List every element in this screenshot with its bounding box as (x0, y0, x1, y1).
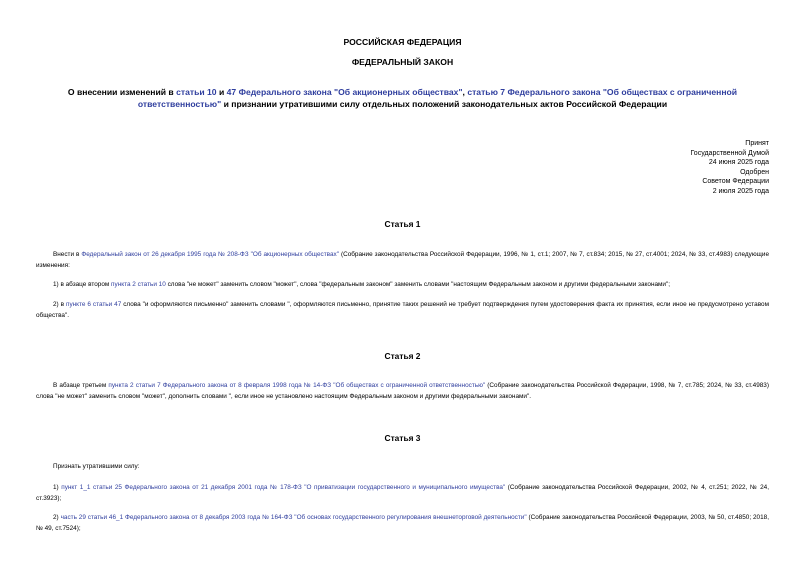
adoption-line: Советом Федерации (702, 178, 769, 185)
law-title (36, 86, 769, 110)
paragraph-text: (Собрание законодательства Российской Федерации, 2002, № 4, ст.251; 2022, № 24, ст.3923); (36, 484, 769, 502)
link-law-208fz[interactable]: Федеральный закон от 26 декабря 1995 года № 208-ФЗ "Об акционерных обществах" (81, 251, 339, 258)
country-heading: РОССИЙСКАЯ ФЕДЕРАЦИЯ (343, 37, 462, 47)
article-3-item-2 (36, 512, 769, 534)
document-type-heading: ФЕДЕРАЛЬНЫЙ ЗАКОН (351, 57, 454, 67)
title-text: и признании утратившими силу отдельных положений законодательных актов Российской Федерации (221, 99, 668, 109)
article-2-paragraph (36, 380, 769, 402)
title-text: О внесении изменений в (67, 87, 177, 97)
adoption-line: 24 июня 2025 года (708, 159, 769, 166)
paragraph-text: Внести в (53, 251, 82, 258)
adoption-line: 2 июля 2025 года (712, 187, 769, 195)
paragraph-text: (Собрание законодательства Российской Федерации, 1996, № 1, ст.1; 2007, № 7, ст.834; 2015, № 27, ст.4001; 2024, № 33, ст.4983) следующие изменения: (36, 251, 769, 269)
article-3-intro: Признать утратившими силу: (53, 463, 140, 470)
title-link-article-10[interactable]: статьи 10 (176, 87, 217, 97)
article-1-item-2 (36, 299, 769, 321)
title-text: и (216, 87, 227, 97)
paragraph-text: 1) (53, 484, 62, 491)
paragraph-text: слова "не может" заменить словом "может", слова "федеральным законом" заменить словами "настоящим Федеральным законом и другими федеральными законами"; (165, 281, 671, 288)
adoption-line: Одобрен (740, 168, 769, 176)
adoption-block (690, 139, 769, 196)
article-1-heading: Статья 1 (384, 219, 421, 229)
paragraph-text: (Собрание законодательства Российской Федерации, 2003, № 50, ст.4850; 2018, № 49, ст.7524); (36, 514, 769, 532)
article-1-paragraph (36, 249, 769, 271)
paragraph-text: (Собрание законодательства Российской Федерации, 1998, № 7, ст.785; 2024, № 33, ст.4983) слова "не может" заменить словом "может", дополнить словами ", если иное не установлено настоящим Федеральным законом и другими федеральными законами". (36, 382, 769, 400)
paragraph-text: В абзаце третьем (53, 382, 109, 389)
adoption-line: Государственной Думой (690, 149, 769, 157)
paragraph-text: 1) в абзаце втором (53, 281, 112, 288)
adoption-line: Принят (745, 140, 769, 147)
paragraph-text: 2) (53, 514, 61, 521)
title-link-llc-law[interactable]: статью 7 Федерального закона "Об обществах с ограниченной ответственностью" (137, 87, 738, 109)
link-law-14fz[interactable]: пункта 2 статьи 7 Федерального закона от 8 февраля 1998 года № 14-ФЗ "Об обществах с ограниченной ответственностью" (108, 382, 486, 389)
title-link-article-47[interactable]: 47 Федерального закона "Об акционерных обществах" (226, 87, 463, 97)
link-law-164fz[interactable]: часть 29 статьи 46_1 Федерального закона от 8 декабря 2003 года № 164-ФЗ "Об основах государственного регулирования внешнеторговой деятельности" (60, 514, 527, 521)
title-text: , (462, 87, 468, 97)
article-1-item-1 (36, 279, 769, 290)
article-2-heading: Статья 2 (384, 351, 421, 361)
article-3-item-1 (36, 482, 769, 504)
paragraph-text: 2) в (53, 301, 66, 308)
link-article-47-p6[interactable]: пункте 6 статьи 47 (65, 301, 122, 308)
paragraph-text: слова "и оформляются письменно" заменить словами ", оформляются письменно, принятие таких решений не требует подтверждения путем удостоверения факта их принятия, если иное не предусмотрено уставом общества". (36, 301, 769, 319)
article-3-heading: Статья 3 (384, 433, 421, 443)
link-article-10-p2[interactable]: пункта 2 статьи 10 (111, 281, 166, 288)
link-law-178fz[interactable]: пункт 1_1 статьи 25 Федерального закона от 21 декабря 2001 года № 178-ФЗ "О приватизации государственного и муниципального имущества" (61, 484, 506, 491)
